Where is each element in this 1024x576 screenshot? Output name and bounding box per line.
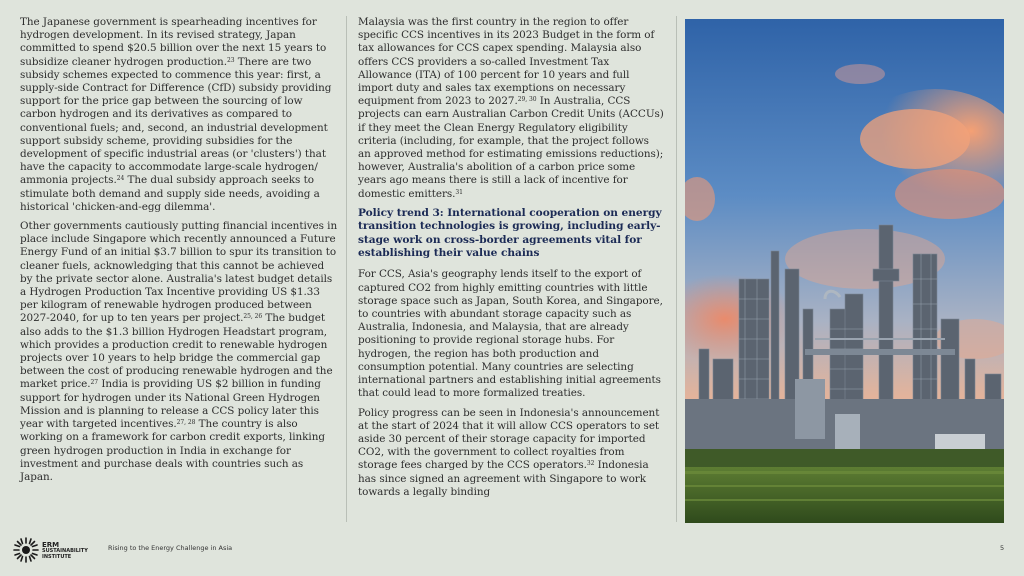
footer-report-title: Rising to the Energy Challenge in Asia [108,544,233,552]
page-number: 5 [1000,544,1005,552]
text-run: Malaysia was the first country in the region to offer specific CCS incentives in its 2023 Budget in the form of tax allowances for CCS capex spending. Malaysia also offers CCS providers a so-called Investment Tax Allowance (ITA) of 100 percent for 10 years and full import duty and sales tax exemptions on necessary equipment from 2023 to 2027. [358,16,655,108]
paragraph-malaysia-ccs [358,16,664,201]
text-run: India is providing US $2 billion in funding support for hydrogen under its National Green Hydrogen Mission and is planning to release a CCS policy later this year with targeted incentives. [20,378,321,431]
text-run: The Japanese government is spearheading incentives for hydrogen development. In its revised strategy, Japan committed to spend $20.5 billion over the next 15 years to subsidize cleaner hydrogen production. [20,16,327,68]
paragraph-japan-incentives [20,16,338,214]
logo-institute: INSTITUTE [42,553,72,560]
page-footer [0,530,1024,576]
text-run: In Australia, CCS projects can earn Australian Carbon Credit Units (ACCUs) if they meet the Clean Energy Regulatory eligibility criteria (including, for example, that the project follows an approved method for estimating emissions reductions); however, Australia's abolition of a carbon price some years ago means there is still a lack of incentive for domestic emitters. [358,95,664,200]
footnote-ref[interactable]: 24 [116,175,125,183]
footnote-ref[interactable]: 25, 26 [243,313,263,321]
footnote-ref[interactable]: 27, 28 [176,419,196,427]
footnote-ref[interactable]: 23 [226,56,235,64]
column-divider [676,16,677,522]
erm-logo-icon [12,536,40,568]
text-run: The budget also adds to the $1.3 billion Hydrogen Headstart program, which provides a production credit to renewable hydrogen projects over 10 years to help bridge the commercial gap between the cost of producing renewable hydrogen and the market price. [20,312,333,391]
refinery-sunset-photo [685,19,1004,523]
logo-sustainability: SUSTAINABILITY [42,548,88,554]
paragraph-indonesia-progress [358,407,664,499]
text-run: Other governments cautiously putting financial incentives in place include Singapore which recently announced a Future Energy Fund of an initial $3.7 billion to spur its transition to cleaner fuels, acknowledging that this cannot be achieved by the private sector alone. Australia's latest budget details a Hydrogen Production Tax Incentive providing US $1.33 per kilogram of renewable hydrogen produced between 2027-2040, for up to ten years per project. [20,220,338,325]
footnote-ref[interactable]: 29, 30 [517,96,537,104]
paragraph-other-governments [20,220,338,484]
text-run: Indonesia has since signed an agreement with Singapore to work towards a legally binding [358,459,649,498]
logo-erm: ERM [42,541,60,549]
logo-text [42,542,88,560]
footnote-ref[interactable]: 32 [586,460,595,468]
footnote-ref[interactable]: 31 [455,188,463,196]
text-run: The country is also working on a framework for carbon credit exports, linking green hydrogen production in India in exchange for investment and purchase deals with countries such as Japan. [20,418,325,483]
text-run: There are two subsidy schemes expected to commence this year: first, a supply-side Contract for Difference (CfD) subsidy providing support for the price gap between the sourcing of low carbon hydrogen and its derivatives as compared to conventional fuels; and, second, an industrial development support subsidy scheme, providing subsidies for the development of specific industrial areas (or 'clusters') that have the capacity to accommodate large-scale hydrogen/ ammonia projects. [20,55,332,187]
column-divider [346,16,347,522]
text-column-middle [358,16,664,505]
footnote-ref[interactable]: 27 [90,379,99,387]
text-column-left [20,16,338,490]
text-run: Policy progress can be seen in Indonesia's announcement at the start of 2024 that it will allow CCS operators to set aside 30 percent of their storage capacity for imported CO2, with the government to collect royalties from storage fees charged by the CCS operators. [358,406,660,472]
policy-trend-heading: Policy trend 3: International cooperation on energy transition technologies is growing, including early-stage work on cross-border agreements vital for establishing their value chains [358,206,662,260]
text-run: The dual subsidy approach seeks to stimulate both demand and supply side needs, avoiding a historical 'chicken-and-egg dilemma'. [20,174,320,213]
paragraph-asia-geography: For CCS, Asia's geography lends itself to the export of captured CO2 from highly emitting countries with little storage space such as Japan, South Korea, and Singapore, to countries with abundant storage capacity such as Australia, Indonesia, and Malaysia, that are already positioning to provide regional storage hubs. For hydrogen, the region has both production and consumption potential. Many countries are selecting international partners and establishing initial agreements that could lead to more formalized treaties. [358,268,663,400]
